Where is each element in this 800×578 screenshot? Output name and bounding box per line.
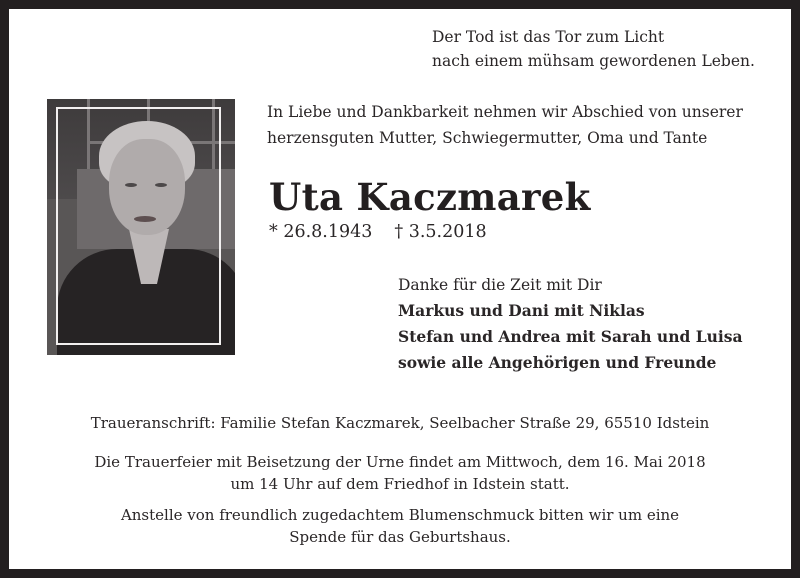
obituary-notice [9, 9, 791, 569]
motto-quote [432, 25, 755, 73]
mourning-address: Traueranschrift: Familie Stefan Kaczmarek, Seelbacher Straße 29, 65510 Idstein [90, 414, 710, 432]
death-date: † 3.5.2018 [394, 222, 487, 242]
deceased-name: Uta Kaczmarek [269, 175, 591, 219]
thanks-block [398, 272, 743, 376]
family-line-3: sowie alle Angehörigen und Freunde [398, 353, 717, 372]
intro-line-1: In Liebe und Dankbarkeit nehmen wir Abschied von unserer [267, 103, 743, 121]
ceremony-line-2: um 14 Uhr auf dem Friedhof in Idstein statt. [230, 475, 570, 493]
farewell-intro [267, 99, 743, 151]
family-line-1: Markus und Dani mit Niklas [398, 301, 645, 320]
family-line-2: Stefan und Andrea mit Sarah und Luisa [398, 327, 743, 346]
motto-line-1: Der Tod ist das Tor zum Licht [432, 28, 665, 46]
thanks-line: Danke für die Zeit mit Dir [398, 276, 602, 294]
intro-line-2: herzensguten Mutter, Schwiegermutter, Oma und Tante [267, 129, 708, 147]
donation-line-2: Spende für das Geburtshaus. [289, 528, 511, 546]
ceremony-info [9, 451, 791, 495]
ceremony-line-1: Die Trauerfeier mit Beisetzung der Urne findet am Mittwoch, dem 16. Mai 2018 [94, 453, 706, 471]
portrait-photo [47, 99, 235, 355]
donation-request [9, 504, 791, 548]
motto-line-2: nach einem mühsam gewordenen Leben. [432, 52, 755, 70]
donation-line-1: Anstelle von freundlich zugedachtem Blumenschmuck bitten wir um eine [120, 506, 680, 524]
photo-inner-frame [56, 107, 221, 345]
birth-date: * 26.8.1943 [269, 222, 373, 242]
life-dates [269, 222, 487, 242]
